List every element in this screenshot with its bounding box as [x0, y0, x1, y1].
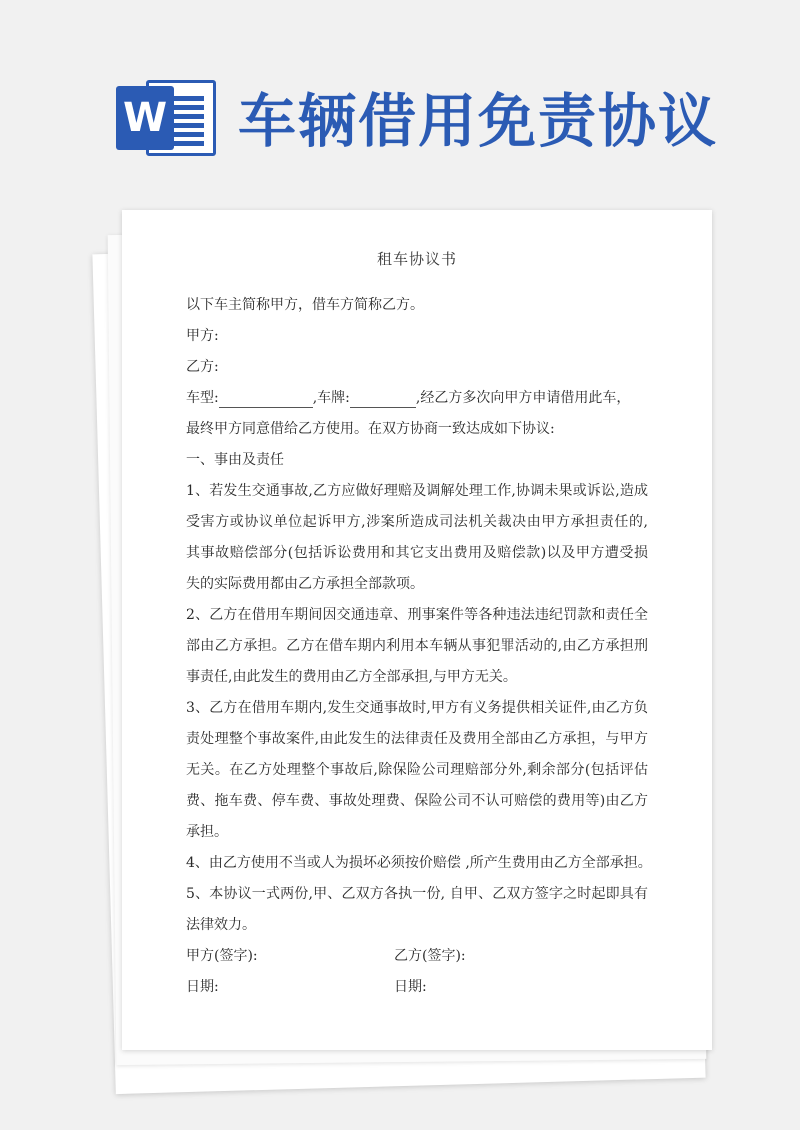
clause-line: 责处理整个事故案件,由此发生的法律责任及费用全部由乙方承担，与甲方: [186, 731, 648, 747]
clause-5: [186, 879, 648, 941]
document-title: 租车协议书: [376, 250, 457, 268]
clause-line: 2、乙方在借用车期间因交通违章、刑事案件等各种违法违纪罚款和责任全: [186, 607, 648, 623]
date-row: [186, 972, 648, 1003]
clause-line: 其事故赔偿部分(包括诉讼费用和其它支出费用及赔偿款)以及甲方遭受损: [186, 545, 648, 561]
word-document-icon: [116, 80, 216, 156]
clause-line: 5、本协议一式两份,甲、乙双方各执一份, 自甲、乙双方签字之时起即具有: [186, 886, 648, 902]
header: [0, 0, 800, 200]
clause-line: 法律效力。: [186, 917, 256, 933]
clause-line: 费、拖车费、停车费、事故处理费、保险公司不认可赔偿的费用等)由乙方: [186, 793, 648, 809]
signature-row: [186, 941, 648, 972]
party-b-line: 乙方:: [186, 359, 219, 375]
clause-4: 4、由乙方使用不当或人为损坏必须按价赔偿 ,所产生费用由乙方全部承担。: [186, 855, 652, 871]
party-a-signature-label: 甲方(签字):: [186, 948, 258, 964]
car-info-tail: ,经乙方多次向甲方申请借用此车，: [415, 390, 631, 406]
clause-line: 承担。: [186, 824, 228, 840]
clause-2: [186, 600, 648, 693]
party-b-date-label: 日期:: [394, 979, 427, 995]
intro-line: 以下车主简称甲方，借车方简称乙方。: [186, 297, 424, 313]
clause-line: 事责任,由此发生的费用由乙方全部承担,与甲方无关。: [186, 669, 517, 685]
clause-3: [186, 693, 648, 848]
plate-label: ,车牌:: [312, 390, 350, 406]
section-heading: 一、事由及责任: [186, 452, 284, 468]
clause-line: 受害方或协议单位起诉甲方,涉案所造成司法机关裁决由甲方承担责任的,: [186, 514, 648, 530]
clause-line: 失的实际费用都由乙方承担全部款项。: [186, 576, 424, 592]
clause-line: 部由乙方承担。乙方在借车期内利用本车辆从事犯罪活动的,由乙方承担刑: [186, 638, 648, 654]
car-info-line-2: 最终甲方同意借给乙方使用。在双方协商一致达成如下协议:: [186, 421, 555, 437]
word-letter: W: [116, 86, 174, 150]
party-a-line: 甲方:: [186, 328, 219, 344]
clause-1: [186, 476, 648, 600]
car-info-line: [186, 383, 648, 414]
clause-line: 无关。在乙方处理整个事故后,除保险公司理赔部分外,剩余部分(包括评估: [186, 762, 648, 778]
clause-line: 3、乙方在借用车期内,发生交通事故时,甲方有义务提供相关证件,由乙方负: [186, 700, 648, 716]
document-body: [186, 290, 652, 1003]
party-a-date-label: 日期:: [186, 979, 219, 995]
clause-line: 1、若发生交通事故,乙方应做好理赔及调解处理工作,协调未果或诉讼,造成: [186, 483, 648, 499]
car-model-blank: [219, 389, 313, 408]
car-model-label: 车型:: [186, 390, 219, 406]
page-title: 车辆借用免责协议: [238, 87, 719, 155]
party-b-signature-label: 乙方(签字):: [394, 948, 466, 964]
plate-blank: [350, 389, 416, 408]
document-page: [122, 210, 712, 1050]
